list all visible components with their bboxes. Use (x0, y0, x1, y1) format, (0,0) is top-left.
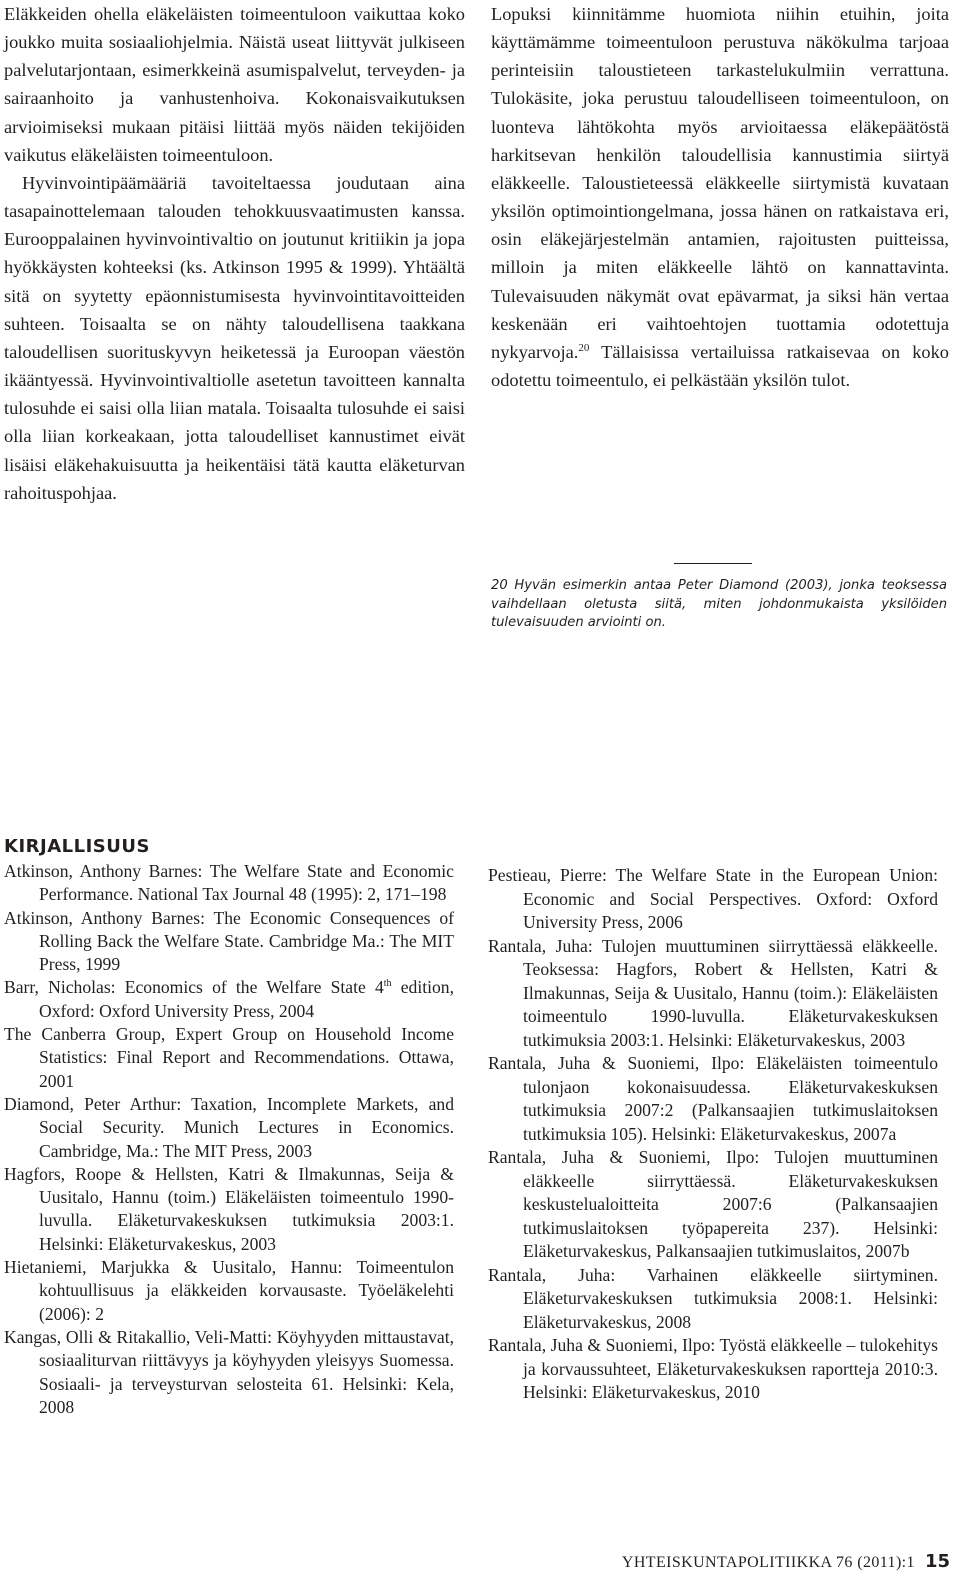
reference-entry (4, 976, 454, 1023)
footnote: 20 Hyvän esimerkin antaa Peter Diamond (2003), jonka teoksessa vaihdellaan oletusta siitä, miten johdonmukaista yksilöiden tulevaisuuden arviointi on. (491, 578, 947, 630)
reference-entry: Rantala, Juha & Suoniemi, Ilpo: Eläkeläisten toimeentulo tulonjaon kokonaisuudessa. Eläketurvakeskuksen tutkimuksia 2007:2 (Palkansaajien tutkimuslaitoksen tutkimuksia 105). Helsinki: Eläketurvakeskus, 2007a (488, 1053, 938, 1144)
journal-name: YHTEISKUNTAPOLITIIKKA 76 (2011):1 (621, 1554, 915, 1571)
body-column-left (4, 0, 465, 507)
body-column-right (491, 0, 949, 394)
reference-text: edition, Oxford: Oxford University Press, 2004 (39, 977, 454, 1021)
body-text: Lopuksi kiinnitämme huomiota niihin etuihin, joita käyttämämme toimeentuloon perustuva näkökulma tarjoaa perinteisiin taloustieteen tarkastelukulmiin verrattuna. Tulokäsite, joka perustuu taloudelliseen toimeentuloon, on luonteva lähtökohta myös arvioitaessa eläkepäätöstä harkitsevan henkilön taloudellisia kannustimia siirtyä eläkkeelle. Taloustieteessä eläkkeelle siirtymistä kuvataan yksilön optimointiongelmana, jossa hänen on ratkaistava eri, osin eläkejärjestelmän antamien, rajoitusten puitteissa, milloin ja miten eläkkeelle lähtö on kannattavinta. Tulevaisuuden näkymät ovat epävarmat, ja siksi hän vertaa keskenään eri vaihtoehtojen tuottamia odotettuja nykyarvoja. (491, 4, 949, 362)
reference-entry: Rantala, Juha & Suoniemi, Ilpo: Työstä eläkkeelle – tulokehitys ja korvaussuhteet, Eläketurvakeskuksen raportteja 2010:3. Helsinki: Eläketurvakeskus, 2010 (488, 1335, 938, 1402)
references-column-left (4, 860, 454, 1419)
body-paragraph: Hyvinvointipäämääriä tavoiteltaessa joudutaan aina tasapainottelemaan talouden tehokkuusvaatimusten kanssa. Eurooppalainen hyvinvointivaltio on joutunut kritiikin ja jopa hyökkäysten kohteeksi (ks. Atkinson 1995 & 1999). Yhtäältä sitä on syytetty epäonnistumisesta hyvinvointitavoitteiden suhteen. Toisaalta se on nähty taloudellisena taakkana taloudellisen suorituskyvyn heiketessä ja Euroopan väestön ikääntyessä. Hyvinvointivaltiolle asetetun tavoitteen kannalta tulosuhde ei saisi olla liian matala. Toisaalta tulosuhde ei saisi olla liian korkeakaan, jotta taloudelliset kannustimet eivät lisäisi eläkehakuisuutta ja heikentäisi tätä kautta eläketurvan rahoituspohjaa. (4, 172, 465, 503)
page-footer (622, 1551, 950, 1572)
reference-entry: Rantala, Juha & Suoniemi, Ilpo: Tulojen muuttuminen eläkkeelle siirryttäessä. Eläketurvakeskuksen keskustelualoitteita 2007:6 (Palkansaajien tutkimuslaitoksen työpapereita 237). Helsinki: Eläketurvakeskus, Palkansaajien tutkimuslaitos, 2007b (488, 1147, 938, 1261)
reference-entry: Kangas, Olli & Ritakallio, Veli-Matti: Köyhyyden mittaustavat, sosiaaliturvan riittävyys ja köyhyyden yleisyys Suomessa. Sosiaali- ja terveysturvan selosteita 61. Helsinki: Kela, 2008 (4, 1326, 454, 1417)
body-text: Tällaisissa vertailuissa ratkaisevaa on koko odotettu toimeentulo, ei pelkästään yksilön tulot. (491, 341, 949, 391)
references-column-right (488, 864, 938, 1405)
ordinal-suffix: th (383, 978, 392, 990)
reference-entry: Pestieau, Pierre: The Welfare State in the European Union: Economic and Social Perspectives. Oxford: Oxford University Press, 2006 (488, 865, 938, 932)
reference-entry: Hietaniemi, Marjukka & Uusitalo, Hannu: Toimeentulon kohtuullisuus ja eläkkeiden korvausaste. Työeläkelehti (2006): 2 (4, 1257, 454, 1324)
reference-entry: Hagfors, Roope & Hellsten, Katri & Ilmakunnas, Seija & Uusitalo, Hannu (toim.) Eläkeläisten toimeentulo 1990-luvulla. Eläketurvakeskuksen tutkimuksia 2003:1. Helsinki: Eläketurvakeskus, 2003 (4, 1163, 454, 1254)
reference-text: Barr, Nicholas: Economics of the Welfare State 4 (4, 977, 384, 998)
footnote-marker: 20 (578, 341, 590, 354)
reference-entry: Atkinson, Anthony Barnes: The Economic Consequences of Rolling Back the Welfare State. Cambridge Ma.: The MIT Press, 1999 (4, 907, 454, 975)
reference-entry: Rantala, Juha: Tulojen muuttuminen siirryttäessä eläkkeelle. Teoksessa: Hagfors, Robert & Hellsten, Katri & Ilmakunnas, Seija & Uusitalo, Hannu (toim.): Eläkeläisten toimeentulo 1990-luvulla. Eläketurvakeskuksen tutkimuksia 2003:1. Helsinki: Eläketurvakeskus, 2003 (488, 935, 938, 1050)
reference-entry: Rantala, Juha: Varhainen eläkkeelle siirtyminen. Eläketurvakeskuksen tutkimuksia 2008:1. Helsinki: Eläketurvakeskus, 2008 (488, 1264, 938, 1332)
body-paragraph (491, 0, 949, 394)
footnote-separator (674, 563, 752, 564)
reference-entry: Atkinson, Anthony Barnes: The Welfare State and Economic Performance. National Tax Journal 48 (1995): 2, 171–198 (4, 861, 454, 905)
body-paragraph: Eläkkeiden ohella eläkeläisten toimeentuloon vaikuttaa koko joukko muita sosiaaliohjelmia. Näistä useat liittyvät julkiseen palvelutarjontaan, esimerkkeinä asumispalvelut, terveyden- ja sairaanhoito ja vanhustenhoiva. Kokonaisvaikutuksen arvioimiseksi mukaan pitäisi liittää myös näiden tekijöiden vaikutus eläkeläisten toimeentuloon. (4, 4, 465, 165)
reference-entry: Diamond, Peter Arthur: Taxation, Incomplete Markets, and Social Security. Munich Lectures in Economics. Cambridge, Ma.: The MIT Press, 2003 (4, 1093, 454, 1161)
reference-entry: The Canberra Group, Expert Group on Household Income Statistics: Final Report and Recommendations. Ottawa, 2001 (4, 1024, 454, 1091)
page-number: 15 (924, 1551, 950, 1572)
references-heading: KIRJALLISUUS (4, 836, 150, 857)
